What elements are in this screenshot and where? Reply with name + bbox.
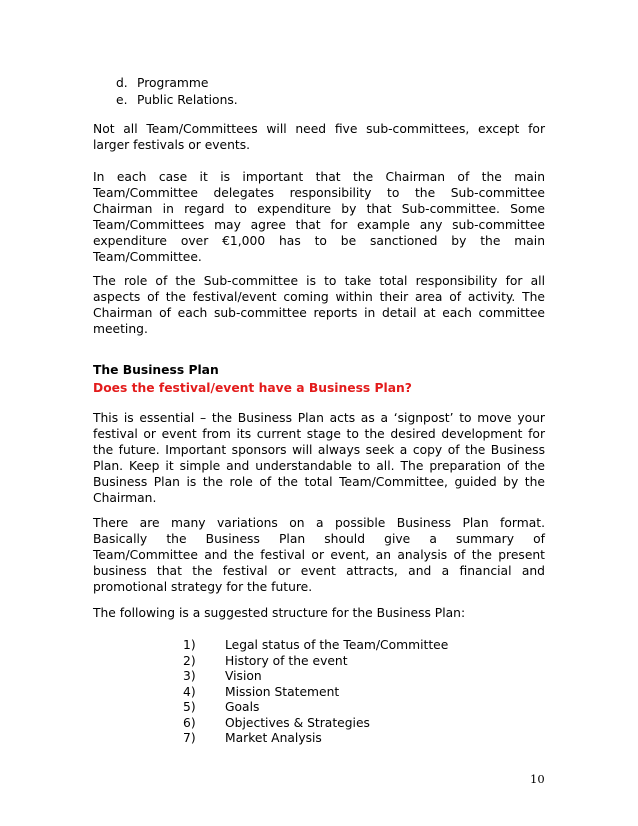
paragraph-line: Basically the Business Plan should give a summary of — [93, 532, 545, 546]
paragraph-line: festival or event from its current stage to the desired development for — [93, 427, 545, 441]
list-item-text: Objectives & Strategies — [225, 715, 370, 730]
list-item — [183, 731, 448, 747]
paragraph-variations — [93, 515, 545, 595]
list-marker: d. — [116, 76, 128, 90]
paragraph-line: promotional strategy for the future. — [93, 580, 313, 594]
list-item-text: Mission Statement — [225, 684, 340, 699]
paragraph-line: The role of the Sub-committee is to take total responsibility for all — [93, 274, 545, 288]
paragraph-line: aspects of the festival/event coming within their area of activity. The — [93, 290, 545, 304]
paragraph-line: larger festivals or events. — [93, 138, 251, 152]
list-item — [183, 638, 448, 654]
list-marker: 1) — [183, 638, 196, 652]
paragraph-line: the future. Important sponsors will always seek a copy of the Business — [93, 443, 545, 457]
list-marker: e. — [116, 93, 128, 107]
paragraph-line: In each case it is important that the Chairman of the main — [93, 170, 545, 184]
list-item-text: Market Analysis — [225, 731, 322, 745]
numbered-list — [183, 638, 448, 747]
list-item — [116, 75, 238, 92]
list-marker: 3) — [183, 669, 196, 683]
paragraph-line: Team/Committee delegates responsibility to the Sub-committee — [93, 186, 545, 200]
paragraph-line: business that the festival or event attracts, and a financial and — [93, 564, 545, 578]
paragraph-line: Business Plan is the role of the total Team/Committee, guided by the — [93, 475, 545, 489]
list-marker: 5) — [183, 700, 196, 714]
list-item-text: Legal status of the Team/Committee — [225, 638, 449, 652]
list-item-text: Public Relations. — [137, 93, 238, 107]
list-item-text: Programme — [137, 76, 209, 90]
paragraph-line: Not all Team/Committees will need five sub-committees, except for — [93, 122, 545, 136]
paragraph-line: Plan. Keep it simple and understandable to all. The preparation of the — [93, 459, 545, 473]
list-item-text: Goals — [225, 700, 260, 714]
paragraph-structure-intro: The following is a suggested structure for the Business Plan: — [93, 606, 466, 620]
list-item-text: History of the event — [225, 653, 348, 668]
paragraph-line: There are many variations on a possible Business Plan format. — [93, 516, 545, 530]
paragraph-line: Team/Committee and the festival or event, an analysis of the present — [93, 548, 545, 562]
list-marker: 7) — [183, 731, 196, 745]
paragraph-line: meeting. — [93, 322, 148, 336]
list-item — [183, 700, 448, 716]
lettered-list — [116, 75, 238, 109]
list-item — [183, 654, 448, 670]
paragraph-line: Chairman of each sub-committee reports in detail at each committee — [93, 306, 545, 320]
list-item — [183, 669, 448, 685]
paragraph-line: Team/Committee. — [93, 250, 202, 264]
paragraph-business-plan — [93, 410, 545, 506]
paragraph-line: Chairman in regard to expenditure by that Sub-committee. Some — [93, 202, 545, 216]
paragraph-expenditure — [93, 169, 545, 265]
paragraph-line: This is essential – the Business Plan acts as a ‘signpost’ to move your — [93, 411, 545, 425]
list-item — [183, 685, 448, 701]
list-marker: 2) — [183, 653, 196, 668]
paragraph-subcommittee-role — [93, 273, 545, 337]
section-question: Does the festival/event have a Business Plan? — [93, 381, 412, 395]
list-item — [183, 716, 448, 732]
paragraph-subcommittees — [93, 121, 545, 153]
list-marker: 4) — [183, 684, 196, 699]
paragraph-line: Team/Committees may agree that for example any sub-committee — [93, 218, 545, 232]
list-item-text: Vision — [225, 669, 262, 683]
paragraph-line: expenditure over €1,000 has to be sanctioned by the main — [93, 234, 545, 248]
paragraph-line: Chairman. — [93, 491, 157, 505]
list-marker: 6) — [183, 715, 196, 730]
list-item — [116, 92, 238, 109]
section-heading: The Business Plan — [93, 363, 219, 377]
page-number: 10 — [530, 772, 545, 786]
